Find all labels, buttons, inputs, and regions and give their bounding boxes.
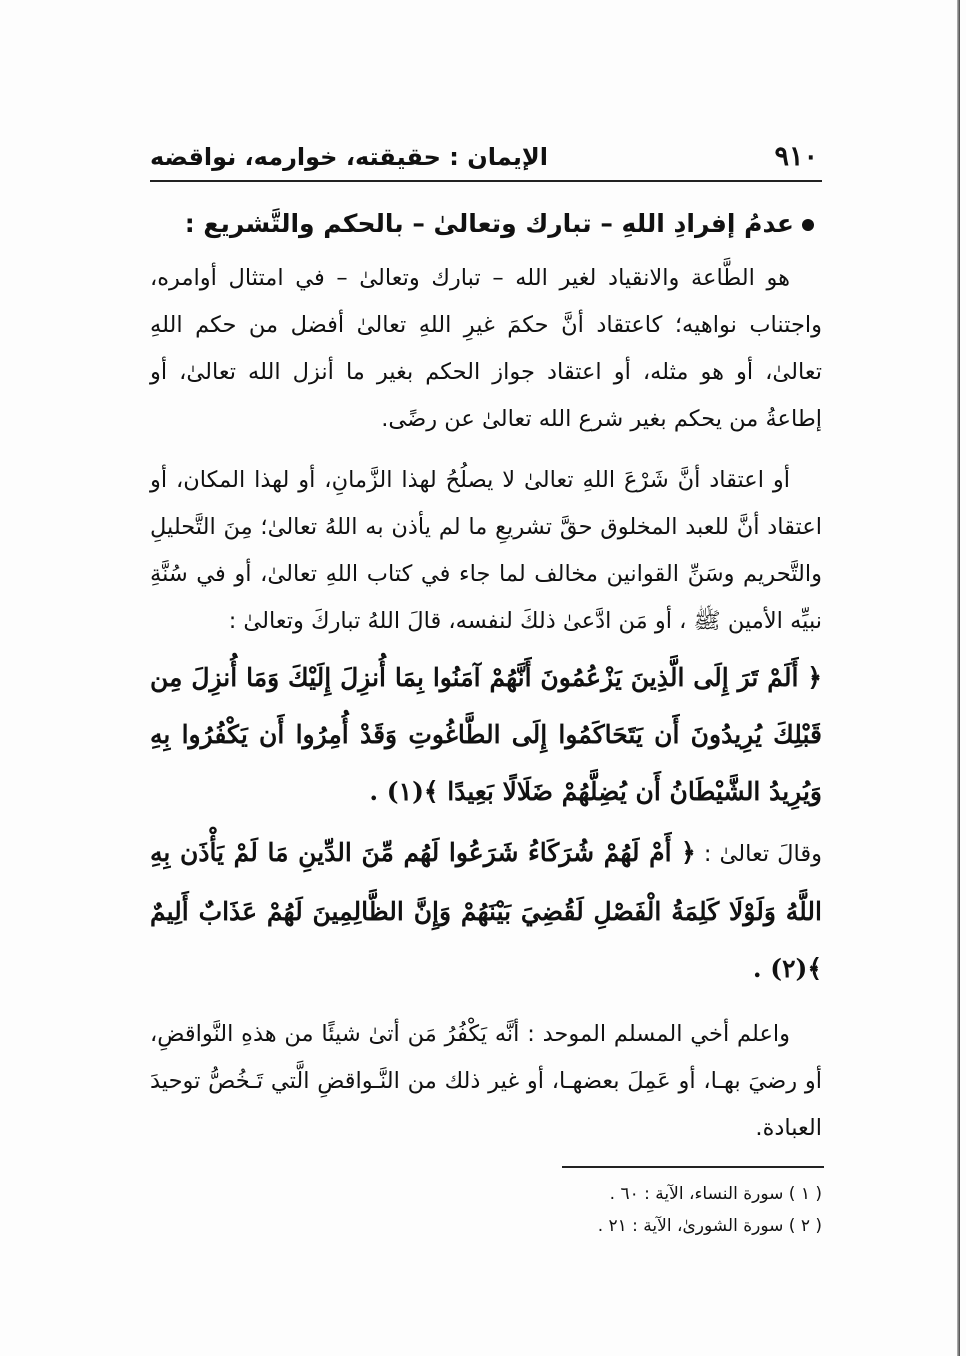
page-edge-shadow: [957, 0, 960, 1356]
page-header: [150, 138, 818, 178]
quran-verse-1: ﴿ أَلَمْ تَرَ إِلَى الَّذِينَ يَزْعُمُونَ أَنَّهُمْ آمَنُوا بِمَا أُنزِلَ إِلَيْكَ وَمَا أُنزِلَ مِن قَبْلِكَ يُرِيدُونَ أَن يَتَحَاكَمُوا إِلَى الطَّاغُوتِ وَقَدْ أُمِرُوا أَن يَكْفُرُوا بِهِ وَيُرِيدُ الشَّيْطَانُ أَن يُضِلَّهُمْ ضَلَالًا بَعِيدًا ﴾(١) .: [150, 663, 822, 806]
page-number: ٩١٠: [774, 141, 818, 172]
paragraph-2: أو اعتقاد أنَّ شَرْعَ اللهِ تعالىٰ لا يصلُحُ لهذا الزَّمانِ، أو لهذا المكان، أو اعتقاد أنَّ للعبد المخلوق حقَّ تشريعِ ما لم يأذن به اللهُ تعالىٰ؛ مِنَ التَّحليلِ والتَّحريم وسَنِّ القوانين مخالف لما جاء في كتاب اللهِ تعالىٰ، أو في سُنَّةِ نبيِّه الأمين ﷺ ، أو مَن ادَّعىٰ ذلكَ لنفسه، قالَ اللهُ تباركَ وتعالىٰ :: [150, 467, 822, 634]
footnote-1: ( ١ ) سورة النساء، الآية : ٦٠ .: [609, 1184, 822, 1204]
section-heading-text: عدمُ إفرادِ اللهِ – تبارك وتعالىٰ – بالحكم والتَّشريع :: [184, 209, 794, 238]
quran-verse-2: ﴿ أَمْ لَهُمْ شُرَكَاءُ شَرَعُوا لَهُم مِّنَ الدِّينِ مَا لَمْ يَأْذَن بِهِ اللَّهُ وَلَوْلَا كَلِمَةُ الْفَصْلِ لَقُضِيَ بَيْنَهُمْ وَإِنَّ الظَّالِمِينَ لَهُمْ عَذَابٌ أَلِيمٌ ﴾(٢) .: [150, 838, 822, 983]
running-title: الإيمان : حقيقته، خوارمه، نواقضه: [150, 143, 548, 171]
footnotes: [598, 1178, 822, 1242]
quran-verse-2-block: [150, 824, 822, 997]
header-rule: [150, 180, 822, 182]
footnote-2: ( ٢ ) سورة الشورىٰ، الآية : ٢١ .: [597, 1216, 822, 1236]
closing-paragraph: واعلم أخي المسلم الموحد : أنَّه يَكْفُرُ مَن أتىٰ شيئًا من هذهِ النَّواقضِ، أو رضيَ بهـا، أو عَمِلَ بعضهـا، أو غير ذلك من النَّـواقضِ الَّتي تَـخُصُّ توحيدَ العبادة.: [150, 1021, 822, 1141]
verse-2-intro: وقالَ تعالىٰ :: [695, 841, 822, 867]
footnote-rule: [562, 1166, 824, 1168]
main-text: [150, 195, 822, 1152]
paragraph-1: هو الطَّاعة والانقياد لغير الله – تبارك وتعالىٰ – في امتثال أوامره، واجتناب نواهيه؛ كاعتقاد أنَّ حكمَ غيرِ اللهِ تعالىٰ أفضل من حكم اللهِ تعالىٰ، أو هو مثله، أو اعتقاد جواز الحكم بغير ما أنزل الله تعالىٰ، أو إطاعةُ من يحكم بغير شرع الله تعالىٰ عن رضًى.: [150, 265, 822, 432]
bullet-icon: [802, 219, 814, 231]
section-heading: [150, 195, 822, 253]
